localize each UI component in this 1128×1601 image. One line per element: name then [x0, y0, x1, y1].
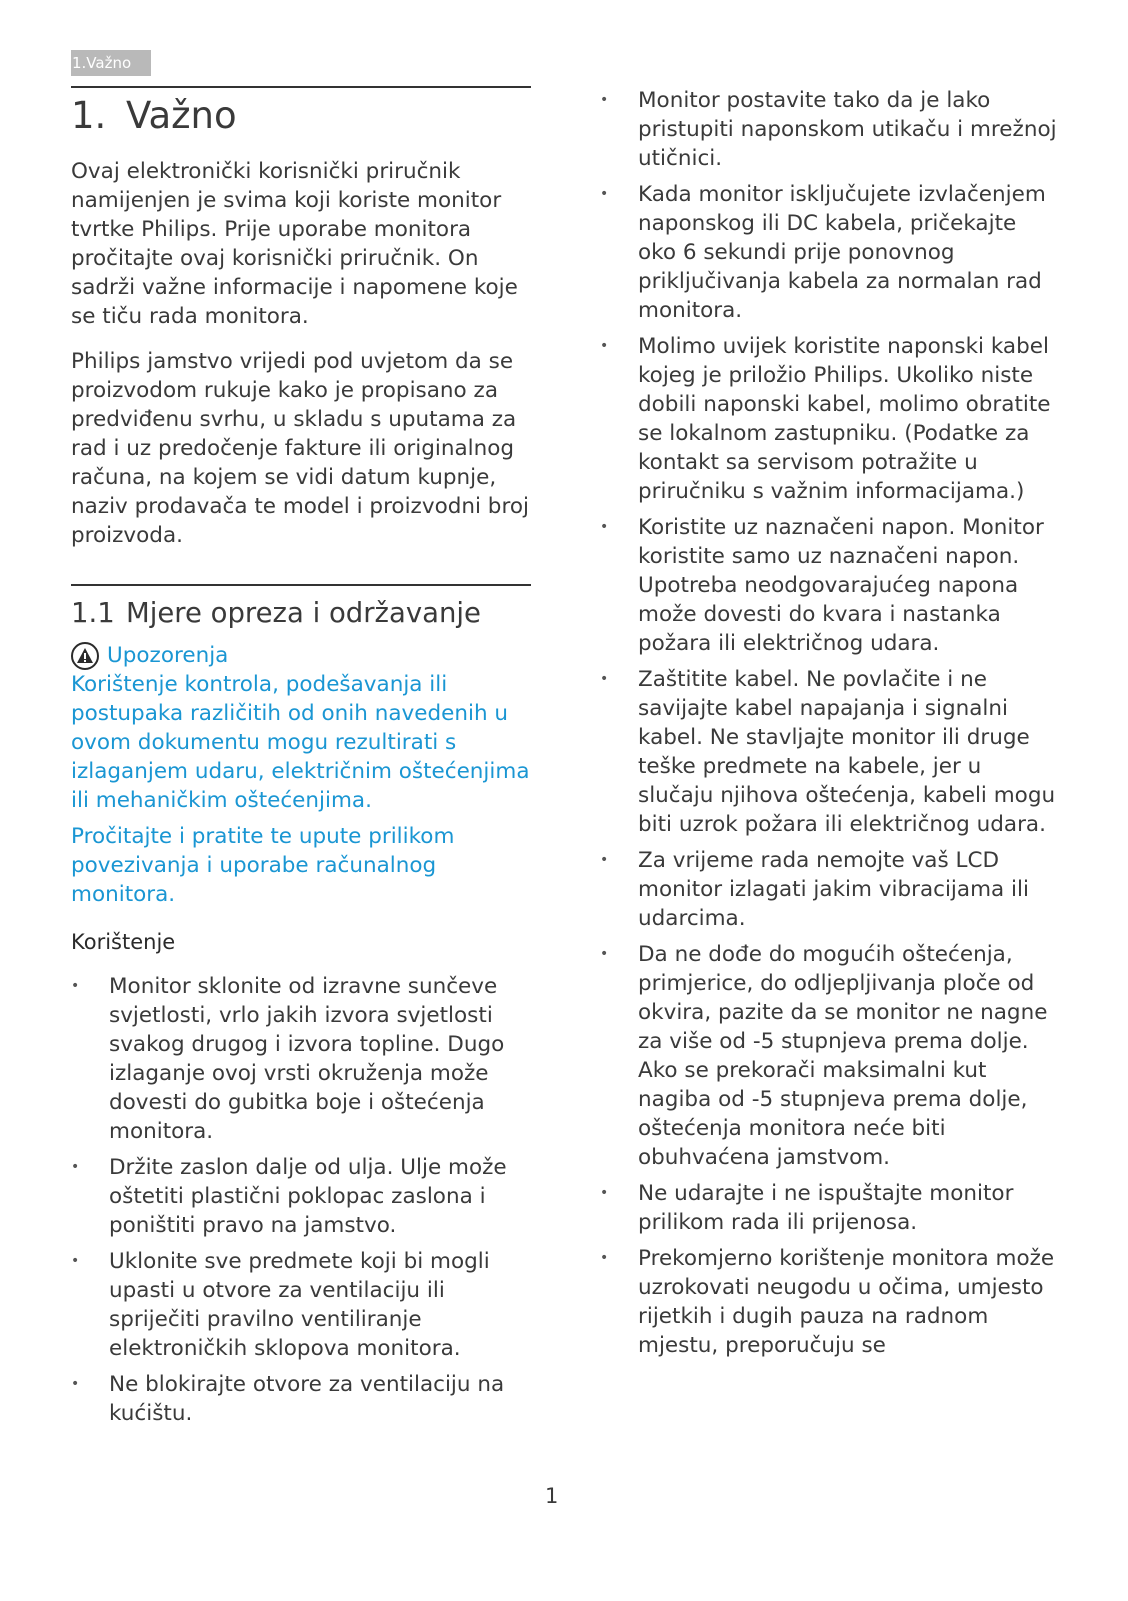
warning-paragraph: Pročitajte i pratite te upute prilikom povezivanja i uporabe računalnog monitora.	[71, 824, 455, 907]
warning-heading	[71, 641, 536, 670]
page-number: 1	[545, 1484, 559, 1508]
list-item	[600, 86, 1060, 173]
list-item-text: Prekomjerno korištenje monitora može uzrokovati neugodu u očima, umjesto rijetkih i dugih pauza na radnom mjestu, preporučuju se	[638, 1246, 1055, 1358]
section-number: 1.	[71, 94, 107, 137]
list-item	[600, 513, 1060, 658]
section-rule	[71, 86, 531, 88]
subsection-title-text: Mjere opreza i održavanje	[126, 597, 481, 629]
subsection-number: 1.1	[71, 597, 115, 629]
list-item	[600, 846, 1060, 933]
list-item-text: Da ne dođe do mogućih oštećenja, primjerice, do odljepljivanja ploče od okvira, pazite da se monitor ne nagne za više od -5 stupnjeva prema dolje. Ako se prekorači maksimalni kut nagiba od -5 stupnjeva prema dolje, oštećenja monitora neće biti obuhvaćena jamstvom.	[638, 942, 1048, 1170]
list-item	[600, 1244, 1060, 1360]
list-item-text: Ne udarajte i ne ispuštajte monitor prilikom rada ili prijenosa.	[638, 1181, 1014, 1235]
usage-heading: Korištenje	[71, 930, 176, 954]
list-item-text: Zaštitite kabel. Ne povlačite i ne savijajte kabel napajanja i signalni kabel. Ne stavljajte monitor ili druge teške predmete na kabele, jer u slučaju njihova oštećenja, kabeli mogu biti uzrok požara ili električnog udara.	[638, 667, 1056, 837]
list-item-text: Ne blokirajte otvore za ventilaciju na kućištu.	[109, 1372, 505, 1426]
subsection-title	[71, 595, 481, 631]
list-item	[600, 940, 1060, 1172]
list-item	[71, 1153, 536, 1240]
bullet-icon: •	[71, 1376, 80, 1392]
bullet-icon: •	[71, 1253, 80, 1269]
bullet-icon: •	[600, 1250, 609, 1266]
list-item-text: Za vrijeme rada nemojte vaš LCD monitor izlagati jakim vibracijama ili udarcima.	[638, 848, 1029, 931]
list-item	[600, 1179, 1060, 1237]
warning-triangle-icon	[71, 642, 99, 670]
section-title	[71, 92, 237, 140]
list-item	[71, 972, 536, 1146]
list-item-text: Koristite uz naznačeni napon. Monitor koristite samo uz naznačeni napon. Upotreba neodgovarajućeg napona može dovesti do kvara i nastanka požara ili električnog udara.	[638, 515, 1044, 656]
bullet-icon: •	[600, 1185, 609, 1201]
bullet-icon: •	[600, 186, 609, 202]
bullet-icon: •	[71, 1159, 80, 1175]
running-head: 1.Važno	[71, 50, 151, 76]
bullet-icon: •	[600, 946, 609, 962]
bullet-icon: •	[600, 92, 609, 108]
list-item-text: Monitor postavite tako da je lako pristupiti naponskom utikaču i mrežnoj utičnici.	[638, 88, 1057, 171]
bullet-icon: •	[600, 338, 609, 354]
right-bullet-list	[600, 86, 1060, 1367]
intro-paragraph: Philips jamstvo vrijedi pod uvjetom da se proizvodom rukuje kako je propisano za predviđenu svrhu, u skladu s uputama za rad i uz predočenje fakture ili originalnog računa, na kojem se vidi datum kupnje, naziv prodavača te model i proizvodni broj proizvoda.	[71, 349, 529, 548]
list-item-text: Monitor sklonite od izravne sunčeve svjetlosti, vrlo jakih izvora svjetlosti svakog drugog i izvora topline. Dugo izlaganje ovoj vrsti okruženja može dovesti do gubitka boje i oštećenja monitora.	[109, 974, 505, 1144]
section-title-text: Važno	[126, 94, 237, 137]
bullet-icon: •	[600, 519, 609, 535]
left-bullet-list	[71, 972, 536, 1435]
intro-column	[71, 157, 536, 550]
list-item	[600, 665, 1060, 839]
list-item	[600, 332, 1060, 506]
warning-paragraph: Korištenje kontrola, podešavanja ili postupaka različitih od onih navedenih u ovom dokumentu mogu rezultirati s izlaganjem udaru, električnim oštećenjima ili mehaničkim oštećenjima.	[71, 672, 530, 813]
subsection-rule	[71, 584, 531, 586]
bullet-icon: •	[600, 671, 609, 687]
list-item-text: Uklonite sve predmete koji bi mogli upasti u otvore za ventilaciju ili spriječiti pravilno ventiliranje elektroničkih sklopova monitora.	[109, 1249, 490, 1361]
bullet-icon: •	[71, 978, 80, 994]
list-item	[600, 180, 1060, 325]
list-item-text: Držite zaslon dalje od ulja. Ulje može oštetiti plastični poklopac zaslona i poništiti pravo na jamstvo.	[109, 1155, 507, 1238]
list-item	[71, 1370, 536, 1428]
list-item	[71, 1247, 536, 1363]
warning-block	[71, 641, 536, 909]
intro-paragraph: Ovaj elektronički korisnički priručnik namijenjen je svima koji koriste monitor tvrtke Philips. Prije uporabe monitora pročitajte ovaj korisnički priručnik. On sadrži važne informacije i napomene koje se tiču rada monitora.	[71, 159, 518, 329]
bullet-icon: •	[600, 852, 609, 868]
list-item-text: Molimo uvijek koristite naponski kabel kojeg je priložio Philips. Ukoliko niste dobili naponski kabel, molimo obratite se lokalnom zastupniku. (Podatke za kontakt sa servisom potražite u priručniku s važnim informacijama.)	[638, 334, 1051, 504]
warning-heading-text: Upozorenja	[107, 643, 229, 668]
list-item-text: Kada monitor isključujete izvlačenjem naponskog ili DC kabela, pričekajte oko 6 sekundi prije ponovnog priključivanja kabela za normalan rad monitora.	[638, 182, 1046, 323]
